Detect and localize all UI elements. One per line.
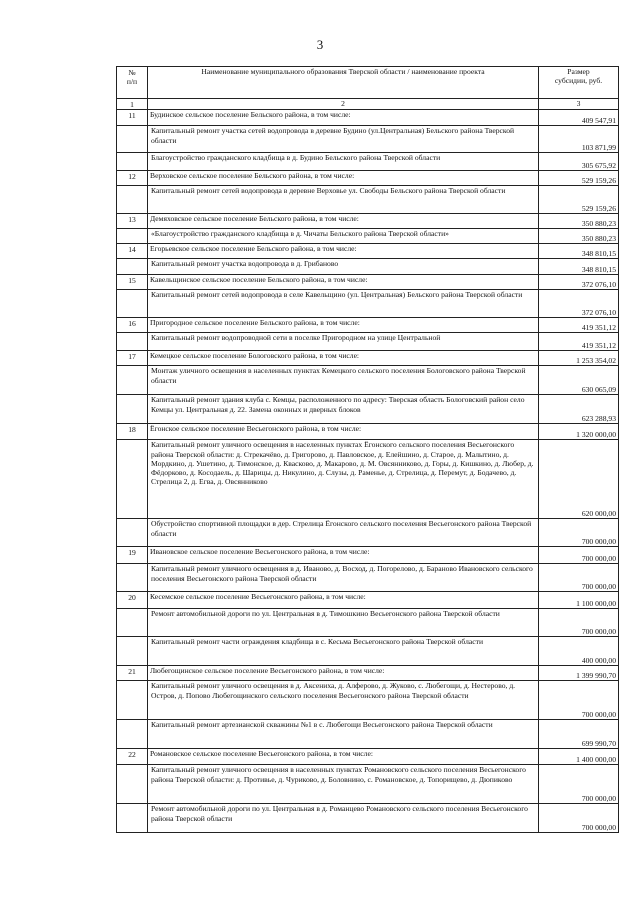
table-header-row — [117, 67, 619, 99]
row-amount: 419 351,12 — [539, 333, 619, 351]
table-row-project — [117, 720, 619, 749]
table-row-project — [117, 186, 619, 214]
row-name: «Благоустройство гражданского кладбища в д. Чичаты Бельского района Тверской области» — [148, 229, 539, 244]
row-amount: 700 000,00 — [539, 519, 619, 547]
row-amount: 350 880,23 — [539, 214, 619, 229]
row-amount: 620 000,00 — [539, 440, 619, 519]
table-row-municipality — [117, 749, 619, 765]
column-number-3: 3 — [539, 99, 619, 110]
row-amount: 348 810,15 — [539, 244, 619, 259]
row-name: Кесемское сельское поселение Весьегонского района, в том числе: — [148, 592, 539, 609]
row-number — [117, 259, 148, 275]
row-number — [117, 153, 148, 171]
row-amount: 1 253 354,02 — [539, 351, 619, 366]
row-number — [117, 333, 148, 351]
subsidy-table-body — [117, 67, 619, 833]
row-name: Капитальный ремонт уличного освещения в населенных пунктах Романовского сельского поселения Весьегонского района Тверской области: д. Противье, д. Чуриково, д. Боловнино, с. Романовское, д. Топорищево, д. Дюпиково — [148, 765, 539, 804]
row-amount: 348 810,15 — [539, 259, 619, 275]
table-row-municipality — [117, 244, 619, 259]
column-number-row — [117, 99, 619, 110]
table-row-municipality — [117, 351, 619, 366]
row-amount: 1 320 000,00 — [539, 424, 619, 440]
row-name: Капитальный ремонт сетей водопровода в селе Кавельщино (ул. Центральная) Бельского района Тверской области — [148, 290, 539, 318]
row-amount: 700 000,00 — [539, 609, 619, 637]
table-row-project — [117, 564, 619, 592]
row-number — [117, 609, 148, 637]
row-number — [117, 765, 148, 804]
table-row-municipality — [117, 547, 619, 564]
header-num: № п/п — [117, 67, 148, 99]
table-row-project — [117, 229, 619, 244]
row-amount: 700 000,00 — [539, 804, 619, 833]
row-name: Кавельщинское сельское поселение Бельского района, в том числе: — [148, 275, 539, 290]
row-amount: 1 400 000,00 — [539, 749, 619, 765]
row-number — [117, 681, 148, 720]
table-row-municipality — [117, 171, 619, 186]
table-row-project — [117, 259, 619, 275]
row-amount: 1 399 990,70 — [539, 666, 619, 681]
row-number: 15 — [117, 275, 148, 290]
table-row-project — [117, 804, 619, 833]
row-name: Капитальный ремонт водопроводной сети в поселке Пригородном на улице Центральной — [148, 333, 539, 351]
row-number — [117, 637, 148, 666]
row-amount: 630 065,09 — [539, 366, 619, 395]
row-amount: 350 880,23 — [539, 229, 619, 244]
row-name: Егорьевское сельское поселение Бельского района, в том числе: — [148, 244, 539, 259]
row-number: 16 — [117, 318, 148, 333]
row-name: Верховское сельское поселение Бельского района, в том числе: — [148, 171, 539, 186]
column-number-1: 1 — [117, 99, 148, 110]
row-name: Капитальный ремонт уличного освещения в д. Аксениха, д. Алферово, д. Жуково, с. Любегощи, д. Нестерово, д. Остров, д. Попово Любегощинского сельского поселения Весьегонского района Тверской области — [148, 681, 539, 720]
row-amount: 305 675,92 — [539, 153, 619, 171]
table-row-project — [117, 290, 619, 318]
row-name: Капитальный ремонт здания клуба с. Кемцы, расположенного по адресу: Тверская область Бологовский район село Кемцы ул. Центральная д. 22. Замена оконных и дверных блоков — [148, 395, 539, 424]
row-number: 20 — [117, 592, 148, 609]
row-name: Капитальный ремонт сетей водопровода в деревне Верховье ул. Свободы Бельского района Тверской области — [148, 186, 539, 214]
row-amount: 700 000,00 — [539, 681, 619, 720]
row-number — [117, 366, 148, 395]
row-number: 22 — [117, 749, 148, 765]
column-number-2: 2 — [148, 99, 539, 110]
row-amount: 103 871,99 — [539, 126, 619, 153]
row-name: Демяховское сельское поселение Бельского района, в том числе: — [148, 214, 539, 229]
row-number: 13 — [117, 214, 148, 229]
subsidy-table — [116, 66, 619, 833]
table-row-project — [117, 637, 619, 666]
row-amount: 529 159,26 — [539, 171, 619, 186]
table-row-municipality — [117, 275, 619, 290]
row-number: 17 — [117, 351, 148, 366]
table-row-project — [117, 333, 619, 351]
row-number — [117, 720, 148, 749]
row-name: Капитальный ремонт части ограждения кладбища в с. Кесьма Весьегонского района Тверской области — [148, 637, 539, 666]
row-amount: 400 000,00 — [539, 637, 619, 666]
row-number — [117, 290, 148, 318]
row-number — [117, 519, 148, 547]
table-row-project — [117, 519, 619, 547]
table-row-municipality — [117, 214, 619, 229]
row-amount: 700 000,00 — [539, 564, 619, 592]
row-name: Романовское сельское поселение Весьегонского района, в том числе: — [148, 749, 539, 765]
row-amount: 372 076,10 — [539, 275, 619, 290]
row-name: Будинское сельское поселение Бельского района, в том числе: — [148, 110, 539, 126]
row-number — [117, 564, 148, 592]
row-name: Капитальный ремонт участка сетей водопровода в деревне Будино (ул.Центральная) Бельского района Тверской области — [148, 126, 539, 153]
header-amount: Размер субсидии, руб. — [539, 67, 619, 99]
row-name: Кемецкое сельское поселение Бологовского района, в том числе: — [148, 351, 539, 366]
row-number — [117, 804, 148, 833]
table-row-project — [117, 681, 619, 720]
row-number: 14 — [117, 244, 148, 259]
row-amount: 529 159,26 — [539, 186, 619, 214]
table-row-project — [117, 153, 619, 171]
table-row-project — [117, 765, 619, 804]
table-row-municipality — [117, 318, 619, 333]
row-name: Капитальный ремонт артезианской скважины №1 в с. Любегощи Весьегонского района Тверской области — [148, 720, 539, 749]
row-name: Капитальный ремонт уличного освещения в населенных пунктах Ёгонского сельского поселения Весьегонского района Тверской области: д. Стрекачёво, д. Григорово, д. Павловское, д. Елейшино, д. Старое, д. Малытино, д. Мордкино, д. Ушетино, д. Тимонское, д. Квасково, д. Макарово, д. М. Овсянниково, д. Горы, д. Кишкино, д. Любер, д. Фёдорково, д. Косодаель, д. Шарицы, д. Никулино, д. Слузы, д. Раменье, д. Стрелица, д. Перемут, д. Бодачево, д. Стрелица 2, д. Егва, д. Овсянниково — [148, 440, 539, 519]
table-row-project — [117, 395, 619, 424]
page-number: 3 — [316, 37, 324, 52]
table-row-municipality — [117, 110, 619, 126]
row-number: 19 — [117, 547, 148, 564]
header-name: Наименование муниципального образования Тверской области / наименование проекта — [148, 67, 539, 99]
row-number: 18 — [117, 424, 148, 440]
row-number — [117, 229, 148, 244]
row-name: Ремонт автомобильной дороги по ул. Центральная в д. Романцево Романовского сельского поселения Весьегонского района Тверской области — [148, 804, 539, 833]
row-amount: 699 990,70 — [539, 720, 619, 749]
row-name: Благоустройство гражданского кладбища в д. Будино Бельского района Тверской области — [148, 153, 539, 171]
table-row-project — [117, 126, 619, 153]
row-number — [117, 395, 148, 424]
table-row-project — [117, 440, 619, 519]
row-name: Монтаж уличного освещения в населенных пунктах Кемецкого сельского поселения Бологовского района Тверской области — [148, 366, 539, 395]
row-amount: 409 547,91 — [539, 110, 619, 126]
table-row-project — [117, 366, 619, 395]
row-number: 11 — [117, 110, 148, 126]
row-name: Капитальный ремонт уличного освещения в д. Иваново, д. Восход, д. Погорелово, д. Бараново Ивановского сельского поселения Весьегонского района Тверской области — [148, 564, 539, 592]
row-name: Обустройство спортивной площадки в дер. Стрелица Ёгонского сельского поселения Весьегонского района Тверской области — [148, 519, 539, 547]
row-name: Ивановское сельское поселение Весьегонского района, в том числе: — [148, 547, 539, 564]
row-amount: 1 100 000,00 — [539, 592, 619, 609]
row-number — [117, 440, 148, 519]
row-amount: 419 351,12 — [539, 318, 619, 333]
table-row-municipality — [117, 424, 619, 440]
row-number — [117, 186, 148, 214]
row-amount: 700 000,00 — [539, 765, 619, 804]
row-name: Любегощинское сельское поселение Весьегонского района, в том числе: — [148, 666, 539, 681]
row-name: Пригородное сельское поселение Бельского района, в том числе: — [148, 318, 539, 333]
row-number: 12 — [117, 171, 148, 186]
row-name: Капитальный ремонт участка водопровода в д. Грибаново — [148, 259, 539, 275]
row-amount: 623 288,93 — [539, 395, 619, 424]
row-number — [117, 126, 148, 153]
table-row-project — [117, 609, 619, 637]
table-row-municipality — [117, 592, 619, 609]
row-amount: 372 076,10 — [539, 290, 619, 318]
row-name: Ремонт автомобильной дороги по ул. Центральная в д. Тимошкино Весьегонского района Тверской области — [148, 609, 539, 637]
row-amount: 700 000,00 — [539, 547, 619, 564]
table-row-municipality — [117, 666, 619, 681]
row-number: 21 — [117, 666, 148, 681]
row-name: Ёгонское сельское поселение Весьегонского района, в том числе: — [148, 424, 539, 440]
